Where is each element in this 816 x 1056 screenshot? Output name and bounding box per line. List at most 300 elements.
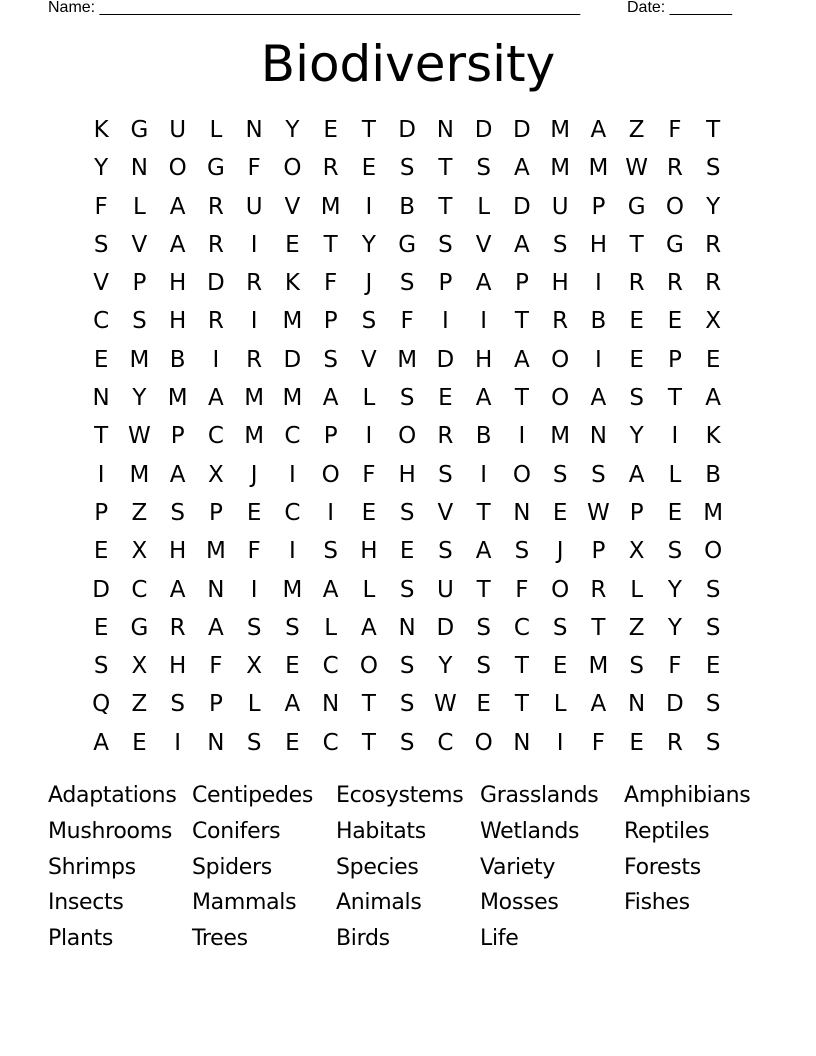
grid-letter: I xyxy=(250,576,258,603)
grid-letter: A xyxy=(475,385,492,412)
word-bank-item: Insects xyxy=(48,890,124,916)
grid-letter: D xyxy=(474,117,493,143)
grid-letter: R xyxy=(207,231,224,258)
grid-letter: R xyxy=(246,346,263,373)
grid-letter: O xyxy=(551,576,570,603)
grid-letter: N xyxy=(513,499,531,526)
grid-letter: E xyxy=(93,614,109,641)
grid-letter: B xyxy=(590,308,607,335)
word-bank xyxy=(48,778,768,957)
grid-letter: L xyxy=(477,193,491,220)
word-bank-item: Birds xyxy=(336,926,390,952)
grid-letter: E xyxy=(552,653,568,680)
grid-letter: E xyxy=(438,385,453,412)
grid-letter: C xyxy=(322,729,339,756)
grid-letter: Y xyxy=(94,155,109,182)
grid-letter: T xyxy=(514,691,529,718)
grid-letter: T xyxy=(323,231,338,258)
grid-letter: U xyxy=(245,193,263,220)
grid-letter: M xyxy=(282,576,303,603)
grid-letter: N xyxy=(628,691,646,718)
grid-letter: S xyxy=(93,653,109,680)
grid-letter: K xyxy=(705,423,721,450)
grid-letter: S xyxy=(399,385,415,412)
word-bank-item: Species xyxy=(336,854,419,880)
grid-letter: E xyxy=(93,346,109,373)
grid-letter: S xyxy=(591,461,606,488)
grid-letter: M xyxy=(167,385,188,412)
grid-letter: C xyxy=(93,308,110,335)
grid-letter: P xyxy=(170,423,185,450)
grid-letter: R xyxy=(437,423,454,450)
grid-letter: E xyxy=(552,499,568,526)
grid-letter: F xyxy=(94,193,108,220)
word-bank-item: Shrimps xyxy=(48,854,136,880)
grid-letter: B xyxy=(169,346,186,373)
grid-letter: M xyxy=(550,117,571,143)
grid-letter: T xyxy=(438,193,453,220)
grid-letter: S xyxy=(629,385,644,412)
grid-letter: S xyxy=(170,499,185,526)
grid-letter: E xyxy=(323,117,338,143)
grid-letter: L xyxy=(362,385,376,412)
grid-letter: I xyxy=(250,231,258,258)
grid-letter: T xyxy=(438,155,453,182)
grid-letter: H xyxy=(168,538,187,565)
grid-letter: A xyxy=(475,270,492,297)
grid-letter: T xyxy=(476,576,491,603)
grid-letter: E xyxy=(285,729,300,756)
word-bank-item: Variety xyxy=(480,854,556,880)
grid-letter: A xyxy=(514,155,530,182)
grid-letter: O xyxy=(168,155,187,182)
grid-letter: I xyxy=(212,346,220,373)
grid-letter: P xyxy=(323,308,338,335)
grid-letter: U xyxy=(551,193,569,220)
grid-letter: E xyxy=(705,653,721,680)
word-bank-item: Life xyxy=(480,926,519,952)
grid-letter: R xyxy=(666,270,683,297)
grid-letter: S xyxy=(361,308,377,335)
grid-letter: A xyxy=(322,385,339,412)
grid-letter: G xyxy=(665,231,684,258)
grid-letter: V xyxy=(93,270,109,297)
grid-letter: D xyxy=(207,270,225,297)
grid-letter: I xyxy=(518,423,526,450)
grid-letter: R xyxy=(246,270,263,297)
grid-letter: N xyxy=(92,385,110,412)
grid-letter: V xyxy=(475,231,492,258)
word-bank-item: Grasslands xyxy=(480,783,599,808)
grid-letter: S xyxy=(552,614,568,641)
grid-letter: V xyxy=(361,346,377,373)
grid-letter: D xyxy=(398,117,416,143)
grid-letter: R xyxy=(169,614,186,641)
grid-letter: F xyxy=(668,653,682,680)
grid-letter: S xyxy=(705,614,721,641)
grid-letter: A xyxy=(590,117,607,143)
grid-letter: D xyxy=(513,193,531,220)
word-bank-item: Ecosystems xyxy=(336,783,464,808)
grid-letter: S xyxy=(667,538,683,565)
grid-letter: X xyxy=(705,308,721,335)
grid-letter: K xyxy=(93,117,109,143)
grid-letter: M xyxy=(550,423,571,450)
grid-letter: S xyxy=(399,691,415,718)
grid-letter: T xyxy=(629,231,644,258)
grid-letter: N xyxy=(207,729,225,756)
grid-letter: A xyxy=(628,461,645,488)
grid-letter: S xyxy=(476,614,491,641)
grid-letter: Z xyxy=(628,117,645,143)
grid-letter: X xyxy=(628,538,645,565)
grid-letter: D xyxy=(92,576,110,603)
grid-letter: S xyxy=(285,614,300,641)
grid-letter: P xyxy=(591,538,606,565)
grid-letter: R xyxy=(322,155,339,182)
word-bank-item: Mammals xyxy=(192,890,297,916)
grid-letter: A xyxy=(361,614,377,641)
word-bank-item: Amphibians xyxy=(624,783,751,808)
grid-letter: C xyxy=(284,499,301,526)
grid-letter: Y xyxy=(706,193,721,220)
grid-letter: H xyxy=(168,308,187,335)
grid-letter: T xyxy=(706,117,721,143)
grid-letter: I xyxy=(671,423,679,450)
grid-letter: I xyxy=(365,423,373,450)
grid-letter: P xyxy=(438,270,453,297)
grid-letter: M xyxy=(282,308,303,335)
word-bank-item: Conifers xyxy=(192,818,281,844)
name-field-label: Name: ______________________________________________________ xyxy=(48,0,581,16)
grid-letter: R xyxy=(666,729,683,756)
grid-letter: L xyxy=(553,691,567,718)
grid-letter: O xyxy=(704,538,723,565)
grid-letter: F xyxy=(362,461,376,488)
grid-letter: O xyxy=(551,385,570,412)
grid-letter: M xyxy=(588,653,609,680)
grid-letter: J xyxy=(556,538,564,565)
word-bank-item: Reptiles xyxy=(624,818,710,844)
grid-letter: D xyxy=(513,117,531,143)
grid-letter: T xyxy=(514,653,529,680)
grid-letter: D xyxy=(436,614,455,641)
grid-letter: F xyxy=(209,653,223,680)
grid-letter: F xyxy=(400,308,414,335)
grid-letter: H xyxy=(168,270,187,297)
grid-letter: S xyxy=(246,614,262,641)
grid-letter: I xyxy=(441,308,449,335)
word-bank-item: Spiders xyxy=(192,854,272,880)
grid-letter: A xyxy=(169,576,186,603)
grid-letter: M xyxy=(588,155,609,182)
grid-letter: S xyxy=(438,461,453,488)
grid-letter: Y xyxy=(667,576,682,603)
grid-letter: U xyxy=(436,576,454,603)
grid-letter: P xyxy=(514,270,529,297)
grid-letter: Y xyxy=(132,385,147,412)
grid-letter: E xyxy=(667,308,683,335)
grid-letter: T xyxy=(361,691,376,718)
grid-letter: A xyxy=(514,346,530,373)
grid-letter: X xyxy=(246,653,262,680)
grid-letter: L xyxy=(362,576,376,603)
grid-letter: R xyxy=(552,308,569,335)
grid-letter: E xyxy=(285,231,300,258)
grid-letter: E xyxy=(246,499,262,526)
grid-letter: R xyxy=(207,193,224,220)
grid-letter: C xyxy=(513,614,530,641)
grid-letter: B xyxy=(475,423,492,450)
grid-letter: D xyxy=(436,346,455,373)
grid-letter: N xyxy=(207,576,225,603)
grid-letter: O xyxy=(512,461,531,488)
grid-letter: P xyxy=(591,193,606,220)
grid-letter: A xyxy=(169,231,186,258)
grid-letter: E xyxy=(629,308,644,335)
grid-letter: S xyxy=(399,270,415,297)
grid-letter: A xyxy=(93,729,109,756)
grid-letter: M xyxy=(129,461,150,488)
grid-letter: T xyxy=(361,117,376,143)
grid-letter: S xyxy=(438,538,453,565)
grid-letter: V xyxy=(284,193,301,220)
grid-letter: O xyxy=(665,193,684,220)
grid-letter: E xyxy=(476,691,491,718)
grid-letter: V xyxy=(131,231,148,258)
grid-letter: A xyxy=(169,193,186,220)
grid-letter: A xyxy=(208,385,224,412)
grid-letter: N xyxy=(398,614,416,641)
grid-letter: P xyxy=(132,270,147,297)
grid-letter: R xyxy=(705,231,722,258)
grid-letter: S xyxy=(476,653,491,680)
grid-letter: E xyxy=(629,729,644,756)
grid-letter: T xyxy=(476,499,491,526)
grid-letter: A xyxy=(284,691,301,718)
grid-letter: S xyxy=(552,231,568,258)
grid-letter: Y xyxy=(361,231,376,258)
grid-letter: E xyxy=(705,346,721,373)
grid-letter: A xyxy=(169,461,186,488)
grid-letter: N xyxy=(322,691,340,718)
grid-letter: R xyxy=(207,308,224,335)
grid-letter: P xyxy=(208,499,223,526)
grid-letter: I xyxy=(250,308,258,335)
grid-letter: G xyxy=(130,117,149,143)
word-bank-item: Mushrooms xyxy=(48,818,173,844)
grid-letter: H xyxy=(360,538,378,565)
grid-letter: I xyxy=(480,461,488,488)
grid-letter: X xyxy=(207,461,224,488)
grid-letter: F xyxy=(247,155,261,182)
grid-letter: M xyxy=(320,193,341,220)
grid-letter: E xyxy=(399,538,415,565)
grid-letter: S xyxy=(399,653,415,680)
grid-letter: M xyxy=(703,499,724,526)
grid-letter: B xyxy=(705,461,722,488)
grid-letter: N xyxy=(436,117,454,143)
grid-letter: H xyxy=(551,270,569,297)
grid-letter: I xyxy=(480,308,488,335)
grid-letter: D xyxy=(283,346,302,373)
grid-letter: L xyxy=(132,193,146,220)
grid-letter: F xyxy=(247,538,261,565)
grid-letter: C xyxy=(131,576,148,603)
grid-letter: M xyxy=(205,538,226,565)
grid-letter: S xyxy=(552,461,568,488)
word-bank-item: Centipedes xyxy=(192,783,314,808)
grid-letter: S xyxy=(399,155,415,182)
grid-letter: W xyxy=(625,155,648,182)
grid-letter: E xyxy=(93,538,109,565)
grid-letter: Y xyxy=(667,614,682,641)
grid-letter: S xyxy=(399,576,415,603)
page-title: Biodiversity xyxy=(260,35,556,93)
grid-letter: B xyxy=(399,193,416,220)
grid-letter: H xyxy=(589,231,608,258)
grid-letter: Z xyxy=(131,499,148,526)
worksheet-header xyxy=(48,0,768,20)
grid-letter: F xyxy=(668,117,682,143)
grid-letter: R xyxy=(666,155,683,182)
grid-letter: H xyxy=(168,653,187,680)
word-bank-item: Mosses xyxy=(480,890,559,916)
word-bank-item: Adaptations xyxy=(48,783,177,808)
grid-letter: C xyxy=(322,653,339,680)
grid-letter: O xyxy=(474,729,493,756)
grid-letter: S xyxy=(514,538,530,565)
grid-letter: X xyxy=(131,653,148,680)
grid-letter: N xyxy=(130,155,148,182)
grid-letter: L xyxy=(668,461,682,488)
grid-letter: F xyxy=(515,576,529,603)
grid-letter: M xyxy=(397,346,418,373)
grid-letter: S xyxy=(170,691,185,718)
grid-letter: Z xyxy=(628,614,645,641)
grid-letter: A xyxy=(475,538,492,565)
grid-letter: O xyxy=(551,346,570,373)
grid-letter: I xyxy=(594,270,602,297)
word-bank-item: Wetlands xyxy=(480,818,580,844)
grid-letter: I xyxy=(556,729,564,756)
grid-letter: E xyxy=(285,653,300,680)
grid-letter: W xyxy=(587,499,610,526)
grid-letter: G xyxy=(130,614,149,641)
grid-letter: E xyxy=(361,155,377,182)
grid-letter: A xyxy=(208,614,224,641)
grid-letter: I xyxy=(288,538,296,565)
grid-letter: Y xyxy=(629,423,644,450)
grid-letter: M xyxy=(282,385,303,412)
grid-letter: T xyxy=(591,614,606,641)
grid-letter: N xyxy=(513,729,531,756)
grid-letter: P xyxy=(629,499,644,526)
grid-letter: R xyxy=(590,576,607,603)
grid-letter: E xyxy=(629,346,644,373)
grid-letter: M xyxy=(129,346,150,373)
grid-letter: S xyxy=(399,499,415,526)
grid-letter: C xyxy=(207,423,224,450)
grid-letter: C xyxy=(437,729,454,756)
grid-letter: J xyxy=(250,461,258,488)
word-bank-item: Forests xyxy=(624,854,701,880)
grid-letter: I xyxy=(327,499,335,526)
grid-letter: W xyxy=(128,423,151,450)
grid-letter: S xyxy=(438,231,453,258)
grid-letter: P xyxy=(323,423,338,450)
grid-letter: O xyxy=(398,423,417,450)
grid-letter: Y xyxy=(438,653,453,680)
grid-letter: S xyxy=(705,729,721,756)
grid-letter: I xyxy=(594,346,602,373)
grid-letter: S xyxy=(705,155,721,182)
grid-letter: T xyxy=(514,385,529,412)
grid-letter: V xyxy=(437,499,454,526)
grid-letter: T xyxy=(514,308,529,335)
word-bank-item: Animals xyxy=(336,890,422,916)
grid-letter: S xyxy=(399,729,415,756)
date-field-label: Date: _______ xyxy=(627,0,732,16)
grid-letter: G xyxy=(627,193,646,220)
grid-letter: U xyxy=(169,117,187,143)
grid-letter: L xyxy=(324,614,338,641)
grid-letter: S xyxy=(476,155,491,182)
grid-letter: J xyxy=(365,270,373,297)
grid-letter: D xyxy=(666,691,684,718)
grid-letter: L xyxy=(209,117,223,143)
grid-letter: T xyxy=(94,423,109,450)
word-bank-item: Habitats xyxy=(336,818,426,844)
grid-letter: O xyxy=(283,155,302,182)
grid-letter: N xyxy=(245,117,263,143)
grid-letter: M xyxy=(244,423,265,450)
grid-letter: L xyxy=(247,691,261,718)
word-bank-item: Plants xyxy=(48,926,114,952)
grid-letter: S xyxy=(705,691,721,718)
grid-letter: I xyxy=(174,729,182,756)
grid-letter: A xyxy=(514,231,530,258)
grid-letter: Q xyxy=(92,691,111,718)
grid-letter: E xyxy=(667,499,683,526)
grid-letter: F xyxy=(324,270,338,297)
grid-letter: W xyxy=(434,691,457,718)
grid-letter: A xyxy=(590,385,607,412)
grid-letter: A xyxy=(322,576,339,603)
grid-letter: N xyxy=(589,423,607,450)
grid-letter: S xyxy=(323,538,338,565)
grid-letter: Z xyxy=(131,691,148,718)
grid-letter: X xyxy=(131,538,148,565)
grid-letter: S xyxy=(705,576,721,603)
grid-letter: M xyxy=(244,385,265,412)
grid-letter: C xyxy=(284,423,301,450)
grid-letter: S xyxy=(132,308,147,335)
grid-letter: P xyxy=(208,691,223,718)
grid-letter: A xyxy=(590,691,607,718)
grid-letter: S xyxy=(323,346,338,373)
grid-letter: S xyxy=(93,231,109,258)
grid-letter: E xyxy=(361,499,377,526)
grid-letter: P xyxy=(667,346,682,373)
word-bank-item: Trees xyxy=(192,926,248,952)
grid-letter: L xyxy=(630,576,644,603)
grid-letter: R xyxy=(705,270,722,297)
grid-letter: Y xyxy=(285,117,300,143)
grid-letter: S xyxy=(246,729,262,756)
grid-letter: S xyxy=(629,653,644,680)
grid-letter: K xyxy=(284,270,300,297)
